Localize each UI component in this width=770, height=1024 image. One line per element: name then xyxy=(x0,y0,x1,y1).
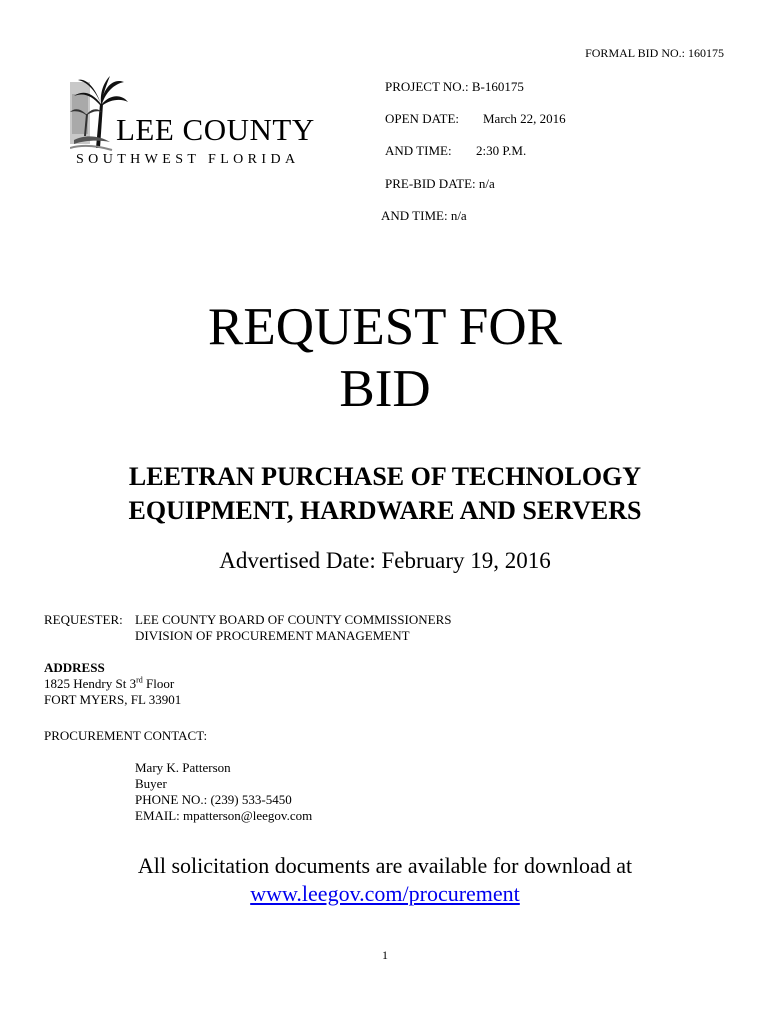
prebid-time xyxy=(381,208,467,224)
prebid-date-label: PRE-BID DATE: xyxy=(385,176,476,191)
prebid-date xyxy=(385,176,495,192)
address-heading: ADDRESS xyxy=(44,660,105,675)
street-ordinal: rd xyxy=(136,675,143,685)
open-date xyxy=(385,111,566,127)
prebid-time-label: AND TIME: xyxy=(381,208,448,223)
title-line-1: REQUEST FOR xyxy=(208,298,562,356)
contact-name: Mary K. Patterson xyxy=(135,760,231,775)
open-time-value: 2:30 P.M. xyxy=(476,143,527,158)
bid-subject xyxy=(0,460,770,528)
document-title xyxy=(0,296,770,420)
prebid-time-value: n/a xyxy=(450,208,467,223)
contact-email: EMAIL: mpatterson@leegov.com xyxy=(135,808,313,823)
requester-line-2: DIVISION OF PROCUREMENT MANAGEMENT xyxy=(135,628,410,643)
address-street xyxy=(44,676,181,692)
logo-name: LEE COUNTY xyxy=(116,112,315,147)
download-text: All solicitation documents are available for download at xyxy=(137,853,633,878)
contact-role: Buyer xyxy=(135,776,167,791)
project-number-value: B-160175 xyxy=(471,79,524,94)
address-city: FORT MYERS, FL 33901 xyxy=(44,692,182,707)
project-number xyxy=(385,79,524,95)
procurement-contact-heading: PROCUREMENT CONTACT: xyxy=(44,728,208,743)
street-text: 1825 Hendry St 3 xyxy=(44,676,137,691)
requester-label: REQUESTER: xyxy=(44,612,123,627)
open-time xyxy=(385,143,526,159)
street-floor: Floor xyxy=(142,676,175,691)
prebid-date-value: n/a xyxy=(478,176,495,191)
open-date-value: March 22, 2016 xyxy=(483,111,566,126)
requester-block xyxy=(44,612,451,644)
procurement-link[interactable]: www.leegov.com/procurement xyxy=(250,881,520,906)
download-notice xyxy=(0,852,770,908)
contact-block xyxy=(135,760,312,824)
formal-bid-number: FORMAL BID NO.: 160175 xyxy=(585,46,724,60)
logo-subtitle: SOUTHWEST FLORIDA xyxy=(76,152,300,167)
subject-line-1: LEETRAN PURCHASE OF TECHNOLOGY xyxy=(128,462,642,491)
contact-phone: PHONE NO.: (239) 533-5450 xyxy=(135,792,292,807)
project-number-label: PROJECT NO.: xyxy=(385,79,469,94)
open-date-label: OPEN DATE: xyxy=(385,111,460,126)
title-line-2: BID xyxy=(339,360,431,418)
open-time-label: AND TIME: xyxy=(385,143,452,158)
advertised-date: Advertised Date: February 19, 2016 xyxy=(219,548,551,573)
page-number: 1 xyxy=(382,948,388,962)
address-block xyxy=(44,660,181,708)
lee-county-logo xyxy=(70,74,330,174)
requester-line-1: LEE COUNTY BOARD OF COUNTY COMMISSIONERS xyxy=(135,612,452,627)
subject-line-2: EQUIPMENT, HARDWARE AND SERVERS xyxy=(128,496,642,525)
